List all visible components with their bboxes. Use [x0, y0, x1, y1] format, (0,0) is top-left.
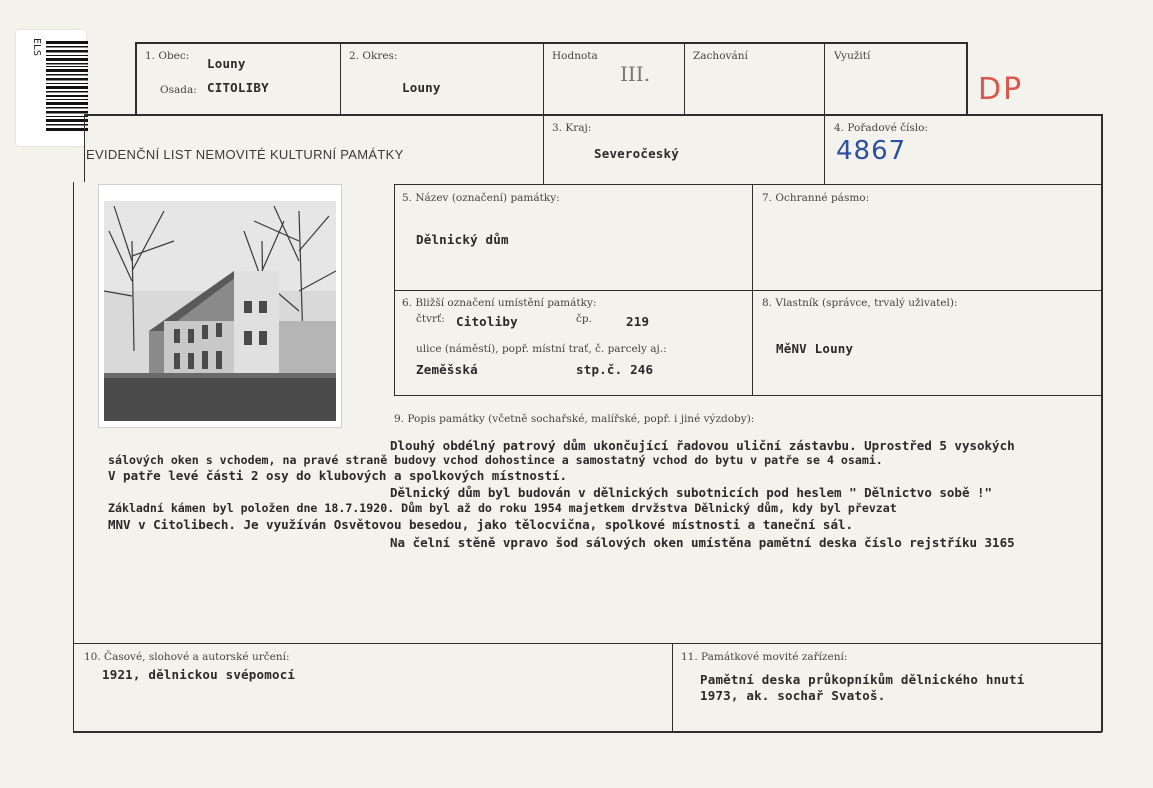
zarizeni-line: Pamětní deska průkopníkům dělnického hnutí	[700, 672, 1025, 687]
popis-line: Dlouhý obdélný patrový dům ukončující řadovou uliční zástavbu. Uprostřed 5 vysokých	[390, 438, 1015, 453]
okres-value: Louny	[402, 80, 441, 95]
vlastnik-label: 8. Vlastník (správce, trvalý uživatel):	[762, 297, 958, 309]
popis-line: V patře levé části 2 osy do klubových a spolkových místností.	[108, 468, 568, 483]
ulice-value: Zeměšská	[416, 362, 478, 377]
nazev-label: 5. Název (označení) památky:	[402, 192, 560, 204]
rule	[135, 42, 967, 44]
ctvrt-label: čtvrť:	[416, 313, 445, 325]
rule	[672, 643, 673, 732]
rule	[1101, 114, 1103, 732]
zachovani-label: Zachování	[693, 50, 748, 62]
rule	[543, 114, 544, 184]
rule	[824, 42, 825, 114]
barcode-code: ELS	[31, 38, 42, 57]
vyuziti-label: Využití	[834, 50, 871, 62]
vlastnik-value: MěNV Louny	[776, 341, 854, 356]
zarizeni-label: 11. Památkové movité zařízení:	[681, 651, 848, 663]
okres-label: 2. Okres:	[349, 50, 398, 62]
rule	[84, 114, 85, 182]
rule	[394, 184, 1102, 185]
zarizeni-line: 1973, ak. sochař Svatoš.	[700, 688, 886, 703]
form-title: EVIDENČNÍ LIST NEMOVITÉ KULTURNÍ PAMÁTKY	[86, 147, 404, 162]
popis-line: Základní kámen byl položen dne 18.7.1920. Dům byl až do roku 1954 majetkem drvžstva Dělnický dům, kdy byl převzat	[108, 501, 897, 515]
popis-line: Na čelní stěně vpravo šod sálových oken umístěna pamětní deska číslo rejstříku 3165	[390, 535, 1015, 550]
barcode-label	[16, 30, 86, 146]
rule	[394, 395, 1102, 396]
urceni-value: 1921, dělnickou svépomocí	[102, 667, 296, 682]
poradove-value: 4867	[836, 136, 907, 166]
cp-value: 219	[626, 314, 650, 329]
osada-label: Osada:	[160, 84, 197, 96]
rule	[84, 114, 1102, 116]
rule	[394, 290, 1102, 291]
stamp-dp: DP	[978, 72, 1024, 107]
popis-line: Dělnický dům byl budován v dělnických subotnicích pod heslem " Dělnictvo sobě !"	[390, 485, 993, 500]
ctvrt-value: Citoliby	[456, 314, 518, 329]
ulice-label: ulice (náměstí), popř. místní trať, č. parcely aj.:	[416, 343, 667, 355]
rule	[340, 42, 341, 114]
urceni-label: 10. Časové, slohové a autorské určení:	[84, 651, 290, 663]
monument-photo	[98, 184, 342, 428]
nazev-value: Dělnický dům	[416, 232, 509, 247]
popis-line: sálových oken s vchodem, na pravé straně budovy vchod dohostince a samostatný vchod do bytu v patře se 4 osami.	[108, 453, 883, 467]
rule	[684, 42, 685, 114]
poradove-label: 4. Pořadové číslo:	[834, 122, 928, 134]
rule	[73, 643, 1102, 644]
cp-label: čp.	[576, 313, 592, 325]
popis-label: 9. Popis památky (včetně sochařské, malířské, popř. i jiné výzdoby):	[394, 413, 755, 425]
stp-value: stp.č. 246	[576, 362, 654, 377]
umisteni-label: 6. Bližší označení umístění památky:	[402, 297, 597, 309]
hodnota-value: III.	[620, 62, 651, 86]
building-photo-icon	[104, 201, 336, 421]
obec-value: Louny	[207, 56, 246, 71]
rule	[824, 114, 825, 184]
popis-line: MNV v Citolibech. Je využíván Osvětovou besedou, jako tělocvična, spolkové místnosti a taneční sál.	[108, 517, 854, 532]
rule	[73, 731, 1102, 733]
hodnota-label: Hodnota	[552, 50, 598, 62]
rule	[73, 182, 74, 732]
pasmo-label: 7. Ochranné pásmo:	[762, 192, 870, 204]
rule	[135, 42, 137, 114]
osada-value: CITOLIBY	[207, 80, 269, 95]
obec-label: 1. Obec:	[145, 50, 190, 62]
barcode-bars-icon	[46, 36, 88, 136]
kraj-value: Severočeský	[594, 146, 679, 161]
rule	[543, 42, 544, 114]
kraj-label: 3. Kraj:	[552, 122, 592, 134]
rule	[966, 42, 968, 114]
